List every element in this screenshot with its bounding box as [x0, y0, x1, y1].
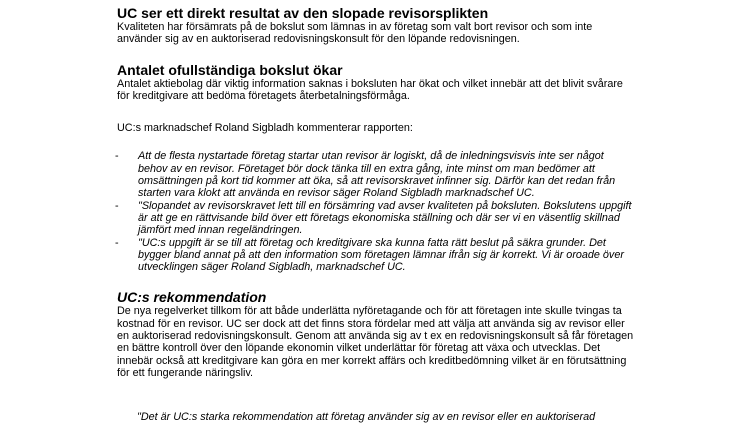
text-line: "Slopandet av revisorskravet lett till en försämring vad avser kvaliteten på boksluten. Bokslutens uppgift — [138, 199, 632, 212]
text-line: utvecklingen säger Roland Sigbladh, marknadschef UC. — [138, 261, 406, 274]
text-line: Att de flesta nystartade företag startar utan revisor är logiskt, då de inledningsvisvis inte ser något — [138, 150, 604, 163]
quote-list — [116, 150, 677, 273]
text-line: bygger bland annat på att den information som företagen lämnar ifrån sig är korrekt. Vi är oroade över — [138, 248, 624, 261]
text-line: är att ge en rättvisande bild över ett företags ekonomiska ställning och där ser vi en väsentlig skillnad — [138, 211, 620, 224]
text-line: kostnad för en revisor. UC ser dock att det finns stora fördelar med att välja att använda sig av revisor eller — [117, 317, 625, 330]
paragraph-rekommendation — [117, 305, 677, 379]
bullet-dash: - — [115, 150, 119, 163]
text-line: UC:s marknadschef Roland Sigbladh kommenterar rapporten: — [117, 122, 413, 135]
text-line: De nya regelverket tillkom för att både underlätta nyföretagande och för att företagen inte skulle tvingas ta — [117, 305, 622, 318]
paragraph-intro — [117, 122, 677, 134]
text-line: använder sig av en auktoriserad redovisningskonsult för den löpande redovisningen. — [117, 33, 520, 46]
text-line: "UC:s uppgift är se till att företag och kreditgivare ska kunna fatta rätt beslut på säkra grunder. Det — [138, 236, 606, 249]
list-item — [116, 200, 677, 237]
document-page — [117, 5, 677, 379]
text-line: behov av en revisor. Företaget bör dock tänka till en extra gång, inte minst om man bedömer att — [138, 162, 595, 175]
text-line: omsättningen på kort tid kommer att öka, så att revisorskravet infinner sig. Därför kan det redan från — [138, 175, 616, 188]
quote-cut-off: "Det är UC:s starka rekommendation att företag använder sig av en revisor eller en auktoriserad — [137, 411, 596, 423]
heading-uc-rekommendation: UC:s rekommendation — [117, 289, 267, 306]
text-line: en bättre kontroll över den löpande ekonomin vilket underlättar för företag att växa och utvecklas. Det — [117, 342, 601, 355]
list-item — [116, 237, 677, 274]
text-line: starten vara klokt att använda en revisor säger Roland Sigbladh marknadschef UC. — [138, 187, 535, 200]
text-line: en auktoriserad redovisningskonsult. Genom att använda sig av t ex en redovisningskonsult så får företagen — [117, 330, 634, 343]
text-line: jämfört med innan regeländringen. — [138, 224, 303, 237]
paragraph-kvaliteten — [117, 21, 677, 46]
list-item — [116, 150, 677, 199]
text-line: innebär också att kreditgivare kan göra en mer korrekt affärs och kreditbedömning vilket är en förutsättning — [117, 354, 627, 367]
bullet-dash: - — [115, 236, 119, 249]
heading-revisorsplikten: UC ser ett direkt resultat av den slopade revisorsplikten — [117, 5, 489, 21]
heading-ofullstandiga-bokslut: Antalet ofullständiga bokslut ökar — [117, 61, 343, 78]
paragraph-aktiebolag — [117, 78, 677, 103]
text-line: Antalet aktiebolag där viktig information saknas i boksluten har ökat och vilket innebär att det blivit svårare — [117, 77, 623, 90]
bullet-dash: - — [115, 199, 119, 212]
text-line: för ett fungerande näringsliv. — [117, 366, 254, 379]
text-line: Kvaliteten har försämrats på de bokslut som lämnas in av företag som valt bort revisor och som inte — [117, 21, 593, 33]
text-line: för kreditgivare att bedöma företagets återbetalningsförmåga. — [117, 89, 410, 102]
